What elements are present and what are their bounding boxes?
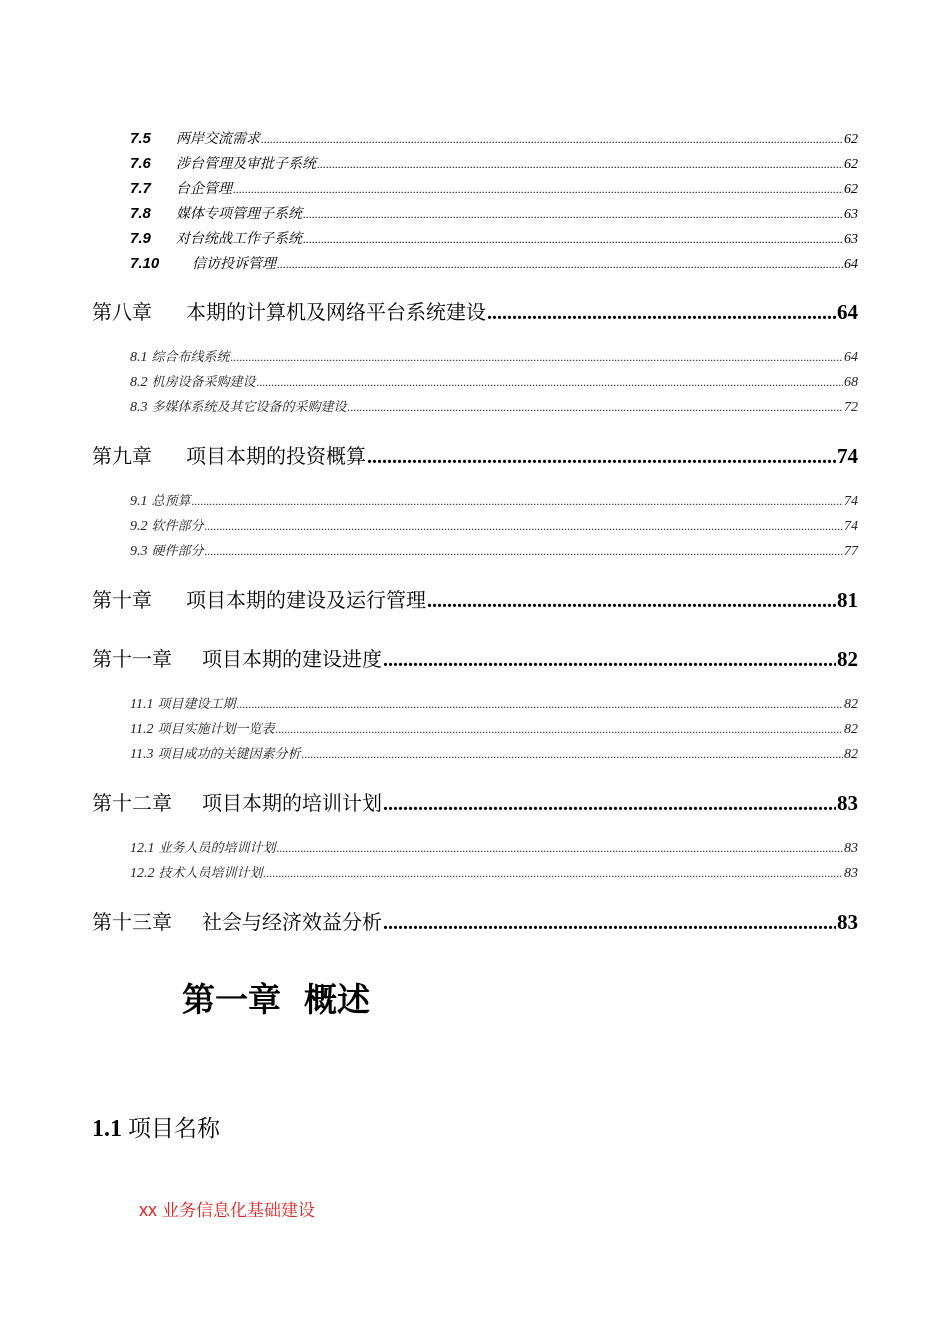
toc-entry-12-1[interactable] (130, 837, 858, 857)
toc-leader (303, 207, 843, 222)
toc-chapter-title: 项目本期的建设及运行管理 (186, 588, 426, 612)
toc-entry-8-2[interactable] (130, 371, 858, 391)
toc-number: 7.10 (130, 255, 160, 272)
toc-leader (236, 697, 843, 712)
toc-title: 技术人员培训计划 (158, 866, 263, 881)
toc-leader (317, 157, 843, 172)
toc-chapter-number: 第十一章 (92, 647, 172, 671)
toc-number: 7.8 (130, 205, 151, 222)
toc-title: 两岸交流需求 (176, 131, 260, 147)
toc-page: 62 (844, 157, 858, 172)
body-prefix: xx (139, 1200, 163, 1220)
toc-entry-7-8[interactable] (130, 203, 858, 223)
toc-chapter-number: 第十章 (92, 588, 152, 612)
toc-page: 82 (844, 722, 858, 737)
toc-leader (427, 590, 836, 613)
toc-entry-8-3[interactable] (130, 396, 858, 416)
toc-page: 64 (844, 257, 858, 272)
toc-title: 涉台管理及审批子系统 (176, 156, 316, 172)
toc-page: 77 (844, 544, 858, 559)
toc-entry-11-2[interactable] (130, 718, 858, 738)
toc-chapter-number: 第十二章 (92, 791, 172, 815)
toc-title: 信访投诉管理 (192, 256, 276, 272)
toc-entry-7-10[interactable] (130, 253, 858, 273)
toc-title: 综合布线系统 (151, 350, 230, 365)
toc-number: 7.5 (130, 130, 151, 147)
toc-entry-7-7[interactable] (130, 178, 858, 198)
toc-title: 机房设备采购建设 (151, 375, 256, 390)
toc-title: 项目成功的关键因素分析 (157, 747, 301, 762)
toc-chapter-8[interactable] (92, 296, 858, 324)
toc-entry-7-5[interactable] (130, 128, 858, 148)
body-text: 业务信息化基础建设 (162, 1201, 316, 1221)
toc-number: 8.3 (130, 400, 148, 415)
toc-number: 7.6 (130, 155, 151, 172)
toc-chapter-number: 第九章 (92, 444, 152, 468)
toc-title: 对台统战工作子系统 (176, 231, 302, 247)
toc-page: 81 (837, 588, 858, 612)
toc-leader (231, 350, 843, 365)
toc-number: 7.7 (130, 180, 151, 197)
toc-page: 64 (837, 300, 858, 324)
toc-number: 11.3 (130, 747, 154, 762)
toc-entry-12-2[interactable] (130, 862, 858, 882)
chapter-heading: 第一章 概述 (182, 980, 370, 1019)
toc-page: 63 (844, 232, 858, 247)
toc-number: 9.3 (130, 544, 148, 559)
toc-number: 8.2 (130, 375, 148, 390)
toc-page: 72 (844, 400, 858, 415)
toc-entry-11-1[interactable] (130, 693, 858, 713)
toc-leader (192, 494, 843, 509)
toc-title: 项目建设工期 (157, 697, 236, 712)
toc-leader (261, 132, 843, 147)
toc-chapter-13[interactable] (92, 906, 858, 934)
toc-leader (383, 649, 836, 672)
toc-page: 83 (844, 841, 858, 856)
toc-leader (367, 446, 836, 469)
toc-title: 台企管理 (176, 181, 232, 197)
toc-page: 82 (844, 697, 858, 712)
body-paragraph (139, 1196, 315, 1221)
section-number: 1.1 (92, 1116, 128, 1142)
toc-chapter-title: 项目本期的建设进度 (202, 647, 382, 671)
toc-entry-9-1[interactable] (130, 490, 858, 510)
toc-page: 62 (844, 182, 858, 197)
toc-number: 11.1 (130, 697, 154, 712)
toc-entry-11-3[interactable] (130, 743, 858, 763)
toc-page: 83 (837, 791, 858, 815)
toc-page: 74 (844, 519, 858, 534)
toc-title: 硬件部分 (151, 544, 204, 559)
toc-chapter-title: 社会与经济效益分析 (202, 910, 382, 934)
toc-chapter-12[interactable] (92, 787, 858, 815)
toc-chapter-9[interactable] (92, 440, 858, 468)
toc-page: 74 (844, 494, 858, 509)
toc-leader (383, 793, 836, 816)
toc-chapter-11[interactable] (92, 643, 858, 671)
toc-leader (277, 841, 843, 856)
toc-number: 12.2 (130, 866, 155, 881)
toc-title: 业务人员的培训计划 (158, 841, 276, 856)
toc-chapter-title: 项目本期的培训计划 (202, 791, 382, 815)
toc-leader (233, 182, 843, 197)
toc-leader (301, 747, 843, 762)
toc-chapter-number: 第八章 (92, 300, 152, 324)
toc-leader (264, 866, 843, 881)
toc-page: 83 (837, 910, 858, 934)
toc-title: 多媒体系统及其它设备的采购建设 (151, 400, 347, 415)
toc-number: 8.1 (130, 350, 148, 365)
section-heading (92, 1110, 220, 1143)
toc-page: 62 (844, 132, 858, 147)
toc-entry-9-2[interactable] (130, 515, 858, 535)
toc-leader (257, 375, 843, 390)
toc-title: 媒体专项管理子系统 (176, 206, 302, 222)
toc-entry-7-6[interactable] (130, 153, 858, 173)
toc-entry-9-3[interactable] (130, 540, 858, 560)
toc-page: 63 (844, 207, 858, 222)
toc-number: 12.1 (130, 841, 155, 856)
toc-leader (275, 722, 843, 737)
toc-page: 68 (844, 375, 858, 390)
toc-leader (348, 400, 843, 415)
toc-chapter-10[interactable] (92, 584, 858, 612)
toc-page: 64 (844, 350, 858, 365)
toc-leader (205, 519, 843, 534)
toc-page: 74 (837, 444, 858, 468)
toc-leader (487, 302, 836, 325)
toc-number: 11.2 (130, 722, 154, 737)
toc-chapter-title: 项目本期的投资概算 (186, 444, 366, 468)
toc-chapter-title: 本期的计算机及网络平台系统建设 (186, 300, 486, 324)
toc-chapter-number: 第十三章 (92, 910, 172, 934)
toc-title: 项目实施计划一览表 (157, 722, 275, 737)
toc-leader (205, 544, 843, 559)
toc-page: 82 (844, 747, 858, 762)
toc-page: 83 (844, 866, 858, 881)
toc-title: 总预算 (151, 494, 191, 509)
toc-number: 7.9 (130, 230, 151, 247)
toc-leader (277, 257, 843, 272)
toc-leader (303, 232, 843, 247)
toc-entry-7-9[interactable] (130, 228, 858, 248)
toc-number: 9.2 (130, 519, 148, 534)
toc-page: 82 (837, 647, 858, 671)
section-title: 项目名称 (128, 1116, 220, 1142)
toc-leader (383, 912, 836, 935)
toc-title: 软件部分 (151, 519, 204, 534)
toc-number: 9.1 (130, 494, 148, 509)
toc-entry-8-1[interactable] (130, 346, 858, 366)
